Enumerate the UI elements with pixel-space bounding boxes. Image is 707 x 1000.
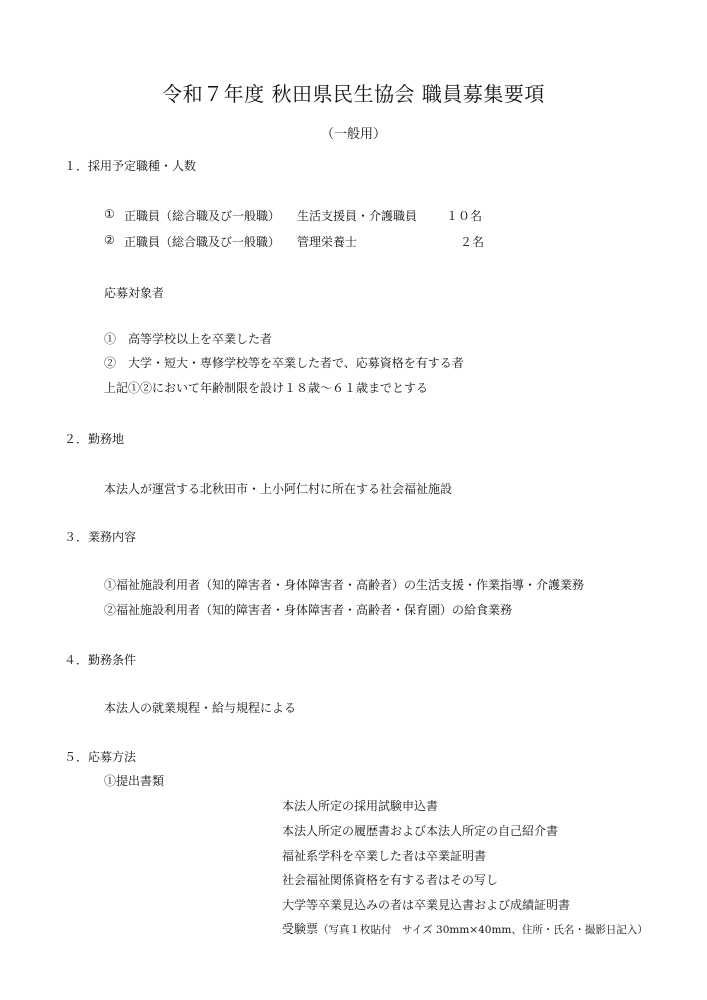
page-title: 令和７年度 秋田県民生協会 職員募集要項 xyxy=(162,82,545,106)
position-job: 管理栄養士 xyxy=(297,235,358,249)
page-subtitle: （一般用） xyxy=(320,127,386,142)
section-3-heading: ３．業務内容 xyxy=(64,530,137,544)
document-item: 本法人所定の履歴書および本法人所定の自己紹介書 xyxy=(282,824,559,838)
exam-ticket-note: （写真１枚貼付 サイズ 30mm×40mm、住所・氏名・撮影日記入） xyxy=(318,924,648,936)
section-5-heading: ５．応募方法 xyxy=(64,750,137,764)
document-item: 本法人所定の採用試験申込書 xyxy=(282,799,439,813)
document-item: 社会福祉関係資格を有する者はその写し xyxy=(282,873,499,887)
document-item: 大学等卒業見込みの者は卒業見込書および成績証明書 xyxy=(282,898,571,912)
work-conditions-text: 本法人の就業規程・給与規程による xyxy=(104,701,297,715)
section-2-heading: ２．勤務地 xyxy=(64,432,125,446)
work-location-text: 本法人が運営する北秋田市・上小阿仁村に所在する社会福祉施設 xyxy=(104,482,453,496)
duty-item: ①福祉施設利用者（知的障害者・身体障害者・高齢者）の生活支援・作業指導・介護業務 xyxy=(104,578,585,592)
age-note: 上記①②において年齢制限を設け１８歳～６１歳までとする xyxy=(104,381,429,395)
position-count: ２名 xyxy=(460,235,485,249)
position-type: 正職員（総合職及び一般職） xyxy=(124,209,281,223)
document-item: 福祉系学科を卒業した者は卒業証明書 xyxy=(282,849,487,863)
duty-item: ②福祉施設利用者（知的障害者・身体障害者・高齢者・保育園）の給食業務 xyxy=(104,603,513,617)
position-type: 正職員（総合職及び一般職） xyxy=(124,235,281,249)
position-num: ② xyxy=(104,233,115,247)
position-job: 生活支援員・介護職員 xyxy=(297,209,418,223)
target-item: ① 高等学校以上を卒業した者 xyxy=(104,332,273,346)
exam-ticket-label: 受験票 xyxy=(282,922,319,936)
position-num: ① xyxy=(104,207,115,221)
target-label: 応募対象者 xyxy=(104,286,165,300)
document-item-exam-ticket xyxy=(282,920,648,937)
position-count: １０名 xyxy=(446,209,483,223)
documents-subheading: ①提出書類 xyxy=(104,774,165,788)
target-item: ② 大学・短大・専修学校等を卒業した者で、応募資格を有する者 xyxy=(104,356,464,370)
section-4-heading: ４．勤務条件 xyxy=(64,653,137,667)
section-1-heading: １．採用予定職種・人数 xyxy=(64,159,197,173)
